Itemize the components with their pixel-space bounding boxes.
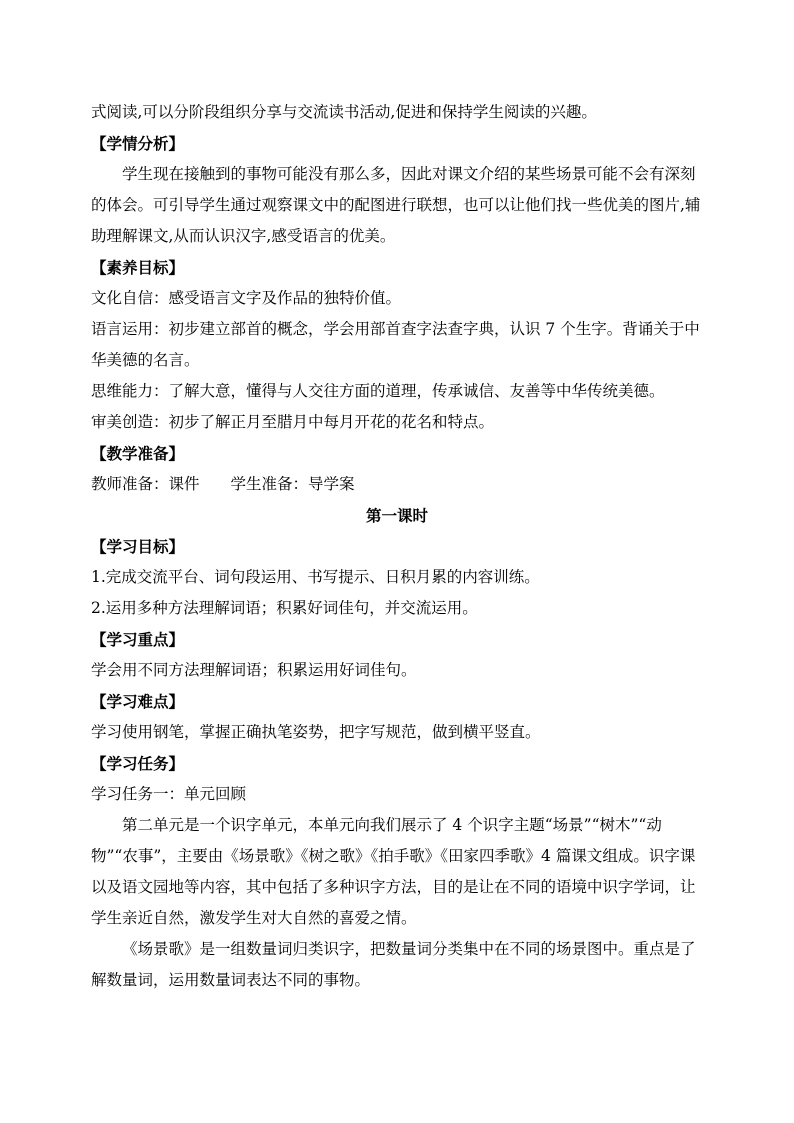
paragraph: 《场景歌》是一组数量词归类识字，把数量词分类集中在不同的场景图中。重点是了解数量词，运用数量词表达不同的事物。 — [91, 940, 696, 989]
section-heading-learning-objectives: 【学习目标】 — [91, 537, 185, 556]
paragraph: 教师准备：课件 学生准备：导学案 — [91, 475, 355, 493]
paragraph: 审美创造：初步了解正月至腊月中每月开花的花名和特点。 — [91, 413, 495, 431]
section-heading-learning-tasks: 【学习任务】 — [91, 754, 185, 773]
paragraph: 学生现在接触到的事物可能没有那么多，因此对课文介绍的某些场景可能不会有深刻的体会。可引导学生通过观察课文中的配图进行联想，也可以让他们找一些优美的图片,辅助理解课文,从而认识汉字,感受语言的优美。 — [91, 165, 701, 245]
section-heading-teaching-preparation: 【教学准备】 — [91, 444, 185, 463]
lesson-title: 第一课时 — [365, 506, 428, 525]
paragraph: 1.完成交流平台、词句段运用、书写提示、日积月累的内容训练。 — [91, 568, 540, 586]
paragraph: 2.运用多种方法理解词语；积累好词佳句，并交流运用。 — [91, 599, 478, 617]
paragraph: 式阅读,可以分阶段组织分享与交流读书活动,促进和保持学生阅读的兴趣。 — [91, 103, 597, 121]
paragraph: 语言运用：初步建立部首的概念，学会用部首查字法查字典，认识 7 个生字。背诵关于中华美德的名言。 — [91, 320, 700, 369]
document-body — [91, 97, 703, 996]
section-heading-difficulties: 【学习难点】 — [91, 692, 185, 711]
section-heading-learning-analysis: 【学情分析】 — [91, 134, 185, 153]
paragraph: 学习使用钢笔，掌握正确执笔姿势，把字写规范，做到横平竖直。 — [91, 723, 541, 741]
paragraph: 思维能力：了解大意，懂得与人交往方面的道理，传承诚信、友善等中华传统美德。 — [91, 382, 665, 400]
section-heading-key-points: 【学习重点】 — [91, 630, 185, 649]
paragraph: 学会用不同方法理解词语；积累运用好词佳句。 — [91, 661, 417, 679]
paragraph: 学习任务一：单元回顾 — [91, 785, 247, 803]
paragraph: 文化自信：感受语言文字及作品的独特价值。 — [91, 289, 402, 307]
paragraph: 第二单元是一个识字单元，本单元向我们展示了 4 个识字主题“场景”“树木”“动物”“农事”，主要由《场景歌》《树之歌》《拍手歌》《田家四季歌》4 篇课文组成。识字课以及语文园地等内容，其中包括了多种识字方法，目的是让在不同的语境中识字学词，让学生亲近自然，激发学生对大自然的喜爱之情。 — [91, 816, 696, 927]
section-heading-literacy-goals: 【素养目标】 — [91, 258, 185, 277]
